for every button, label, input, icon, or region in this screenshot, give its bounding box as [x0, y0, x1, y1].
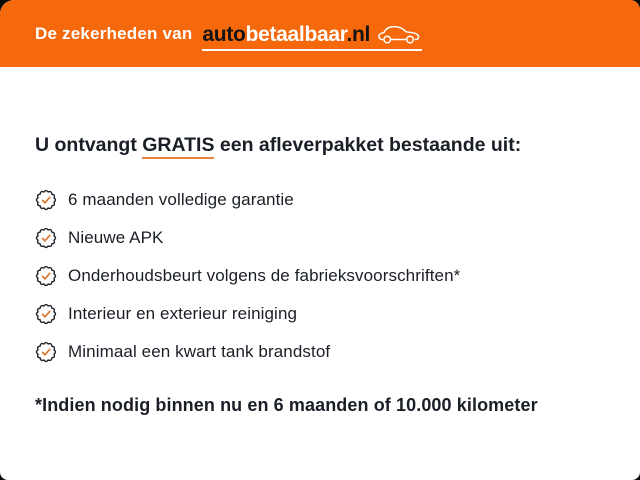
title-post: een afleverpakket bestaande uit:	[214, 134, 522, 156]
footnote: *Indien nodig binnen nu en 6 maanden of 10.000 kilometer	[35, 395, 538, 415]
logo-part-auto: auto	[202, 23, 246, 46]
brand-logo	[202, 22, 422, 51]
badge-check-icon	[35, 265, 57, 287]
benefit-label: Nieuwe APK	[68, 228, 164, 247]
car-outline-icon	[376, 22, 422, 46]
benefit-label: Interieur en exterieur reiniging	[68, 304, 298, 323]
benefit-item	[35, 295, 605, 333]
benefit-item	[35, 257, 605, 295]
header-banner	[0, 0, 640, 67]
logo-part-betaalbaar: betaalbaar	[245, 23, 347, 46]
banner-text: De zekerheden van	[35, 23, 193, 43]
badge-check-icon	[35, 189, 57, 211]
benefit-label: Onderhoudsbeurt volgens de fabrieksvoorschriften*	[68, 266, 461, 285]
badge-check-icon	[35, 227, 57, 249]
benefit-label: Minimaal een kwart tank brandstof	[68, 342, 331, 361]
benefit-item	[35, 333, 605, 371]
gratis-highlight: GRATIS	[142, 134, 214, 159]
badge-check-icon	[35, 341, 57, 363]
benefit-label: 6 maanden volledige garantie	[68, 190, 294, 209]
benefits-list	[35, 181, 605, 371]
benefit-item	[35, 181, 605, 219]
badge-check-icon	[35, 303, 57, 325]
logo-part-nl: .nl	[346, 23, 371, 46]
title-pre: U ontvangt	[35, 134, 143, 156]
page-title	[35, 131, 605, 159]
main-content	[0, 131, 640, 416]
benefit-item	[35, 219, 605, 257]
brand-logo-text	[202, 24, 370, 45]
